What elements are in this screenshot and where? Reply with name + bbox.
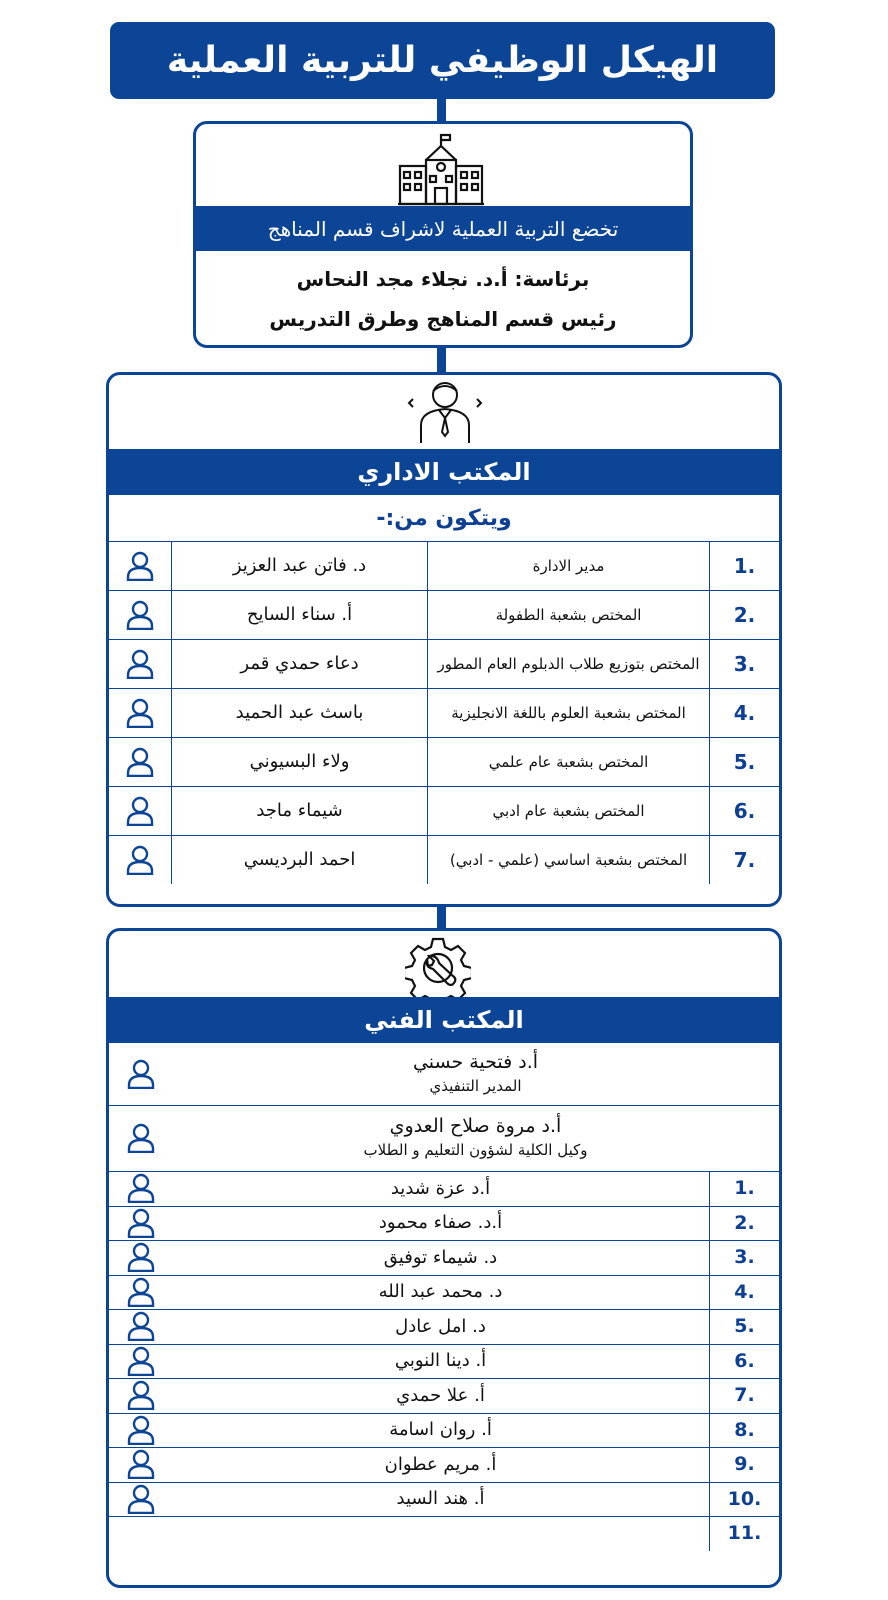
supervision-head: برئاسة: أ.د. نجلاء مجد النحاس: [296, 267, 590, 291]
staff-role: مدير الادارة: [428, 541, 710, 590]
table-row: [109, 1413, 779, 1449]
user-icon: [109, 688, 172, 737]
staff-name: باسث عبد الحميد: [172, 688, 428, 737]
person-icon: [407, 377, 483, 443]
connector-line: [437, 346, 446, 374]
row-number: 7.: [734, 1384, 755, 1407]
lead-row: [109, 1043, 779, 1106]
user-icon: [109, 1105, 172, 1171]
table-row: [109, 1309, 779, 1345]
row-number: 8.: [734, 1418, 755, 1441]
row-number: 2.: [734, 1211, 755, 1234]
staff-name: دعاء حمدي قمر: [172, 639, 428, 688]
staff-role: المختص بشعبة عام علمي: [428, 737, 710, 786]
row-number: 4.: [734, 1280, 755, 1303]
school-building-icon: [396, 132, 486, 207]
user-icon: [109, 835, 172, 884]
table-row: [109, 590, 779, 640]
table-row: [109, 1344, 779, 1380]
row-number: 1.: [733, 553, 756, 578]
user-icon: [109, 1378, 172, 1413]
table-row: [109, 1275, 779, 1311]
row-number: 3.: [734, 1246, 755, 1269]
row-number: 2.: [733, 602, 756, 627]
row-number: 6.: [734, 1349, 755, 1372]
user-icon: [109, 541, 172, 590]
admin-office-band: [109, 449, 779, 495]
user-icon: [109, 639, 172, 688]
staff-name: د. فاتن عبد العزيز: [172, 541, 428, 590]
user-icon: [109, 1482, 172, 1517]
tech-office-band: [109, 997, 779, 1043]
row-number: 11.: [727, 1522, 762, 1545]
lead-row: [109, 1105, 779, 1172]
staff-role: المختص بشعبة العلوم باللغة الانجليزية: [428, 688, 710, 737]
table-row: [109, 1240, 779, 1276]
member-name: أ.د. صفاء محمود: [172, 1206, 710, 1241]
lead-name: أ.د مروة صلاح العدوي: [389, 1115, 562, 1137]
supervision-head-title: رئيس قسم المناهج وطرق التدريس: [269, 307, 617, 331]
member-name: أ. مريم عطوان: [172, 1447, 710, 1482]
page-title: الهيكل الوظيفي للتربية العملية: [166, 40, 719, 81]
staff-role: المختص بشعبة اساسي (علمي - ادبي): [428, 835, 710, 884]
row-number: 4.: [733, 700, 756, 725]
staff-role: المختص بشعبة الطفولة: [428, 590, 710, 639]
member-name: أ. هند السيد: [172, 1482, 710, 1517]
user-icon: [109, 1413, 172, 1448]
admin-office-title: المكتب الاداري: [357, 458, 531, 486]
table-row: [109, 541, 779, 591]
staff-name: ولاء البسيوني: [172, 737, 428, 786]
row-number: 7.: [733, 847, 756, 872]
user-icon: [109, 1275, 172, 1310]
table-row: [109, 1447, 779, 1483]
user-icon: [109, 1206, 172, 1241]
staff-role: المختص بشعبة عام ادبي: [428, 786, 710, 835]
member-name: أ. روان اسامة: [172, 1413, 710, 1448]
table-row: [109, 786, 779, 836]
user-icon: [109, 1344, 172, 1379]
user-icon: [109, 590, 172, 639]
staff-name: أ. سناء السايح: [172, 590, 428, 639]
row-number: 5.: [734, 1315, 755, 1338]
staff-name: شيماء ماجد: [172, 786, 428, 835]
table-row: [109, 1378, 779, 1414]
user-icon: [109, 1516, 172, 1551]
supervision-box: [193, 121, 693, 348]
row-number: 1.: [734, 1177, 755, 1200]
admin-office-box: [106, 372, 782, 907]
member-name: أ. علا حمدي: [172, 1378, 710, 1413]
table-row: [109, 688, 779, 738]
table-row: [109, 1482, 779, 1518]
gear-wrench-icon: [405, 935, 471, 1001]
member-name: أ.د عزة شديد: [172, 1171, 710, 1206]
connector-line: [437, 99, 446, 123]
member-name: د. امل عادل: [172, 1309, 710, 1344]
member-name: د. محمد عبد الله: [172, 1275, 710, 1310]
row-number: 5.: [733, 749, 756, 774]
table-row: [109, 1171, 779, 1207]
connector-line: [437, 905, 446, 930]
title-bar: [110, 22, 775, 99]
table-row: [109, 737, 779, 787]
row-number: 10.: [727, 1487, 762, 1510]
lead-name: أ.د فتحية حسني: [412, 1051, 539, 1073]
staff-name: احمد البرديسي: [172, 835, 428, 884]
tech-office-box: [106, 928, 782, 1588]
table-row: [109, 639, 779, 689]
table-row: [109, 1206, 779, 1242]
row-number: 3.: [733, 651, 756, 676]
lead-title: وكيل الكلية لشؤون التعليم و الطلاب: [363, 1141, 588, 1159]
user-icon: [109, 1447, 172, 1482]
lead-title: المدير التنفيذي: [429, 1077, 522, 1095]
row-number: 9.: [734, 1453, 755, 1476]
user-icon: [109, 1309, 172, 1344]
user-icon: [109, 786, 172, 835]
user-icon: [109, 1240, 172, 1275]
user-icon: [109, 1043, 172, 1105]
user-icon: [109, 1171, 172, 1206]
supervision-band-text: تخضع التربية العملية لاشراف قسم المناهج: [267, 216, 619, 241]
admin-office-subtitle: ويتكون من:-: [109, 497, 779, 542]
member-name: [172, 1516, 710, 1551]
supervision-band: [196, 206, 690, 251]
table-row: [109, 835, 779, 884]
user-icon: [109, 737, 172, 786]
member-name: د. شيماء توفيق: [172, 1240, 710, 1275]
member-name: أ. دينا النوبي: [172, 1344, 710, 1379]
staff-role: المختص بتوزيع طلاب الدبلوم العام المطور: [428, 639, 710, 688]
row-number: 6.: [733, 798, 756, 823]
tech-office-title: المكتب الفني: [364, 1006, 524, 1034]
table-row: [109, 1516, 779, 1551]
